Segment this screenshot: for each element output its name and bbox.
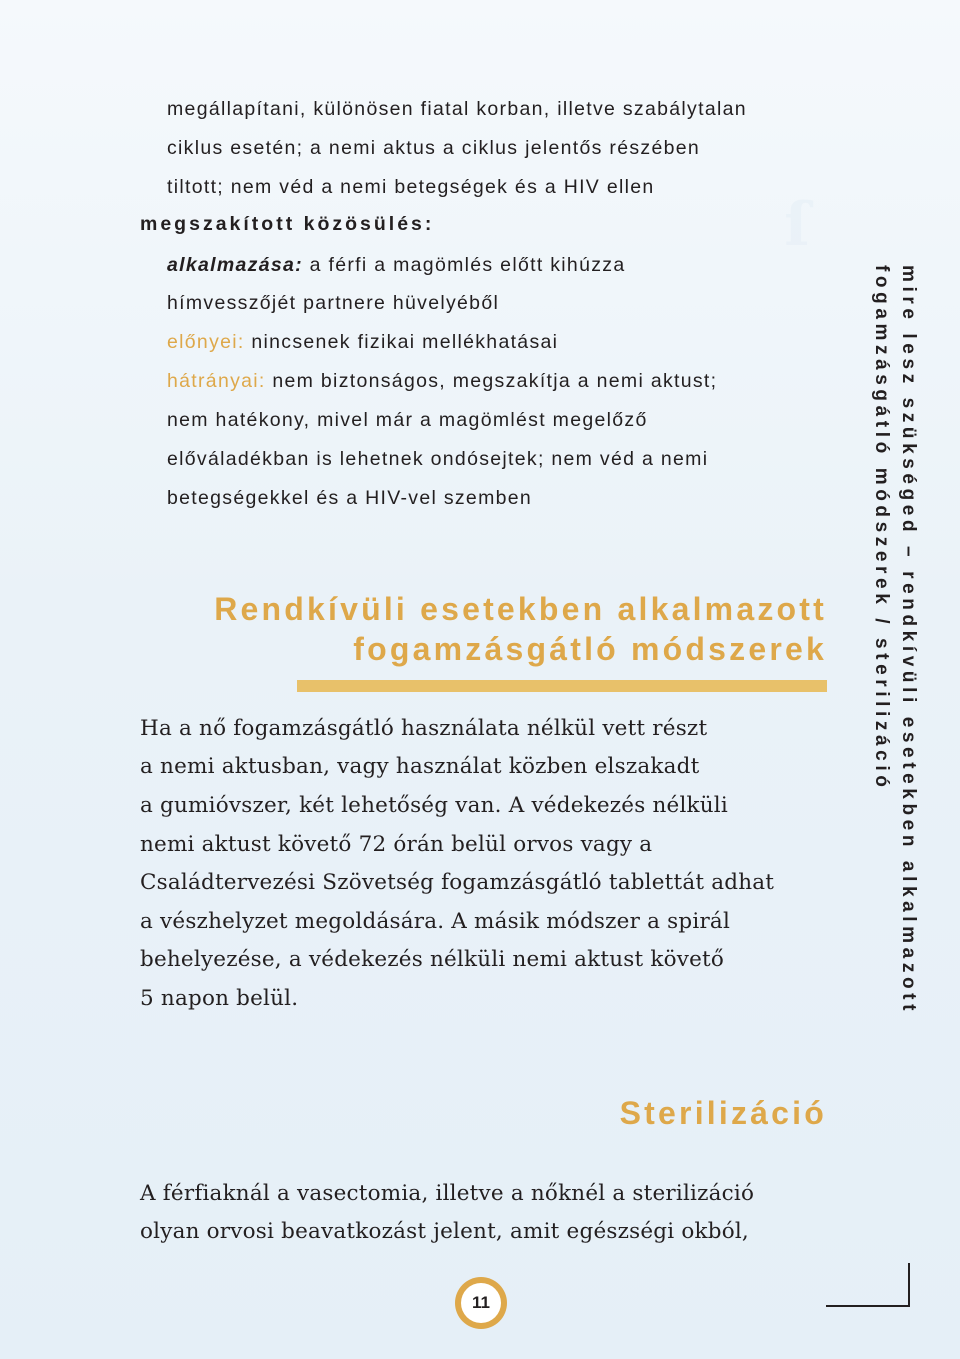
- cons-line: betegségekkel és a HIV-vel szemben: [167, 487, 533, 509]
- cons-line: előváladékban is lehetnek ondósejtek; nem véd a nemi: [167, 448, 709, 470]
- sterilization-body-line: A férfiaknál a vasectomia, illetve a nőknél a sterilizáció: [140, 1181, 755, 1206]
- emergency-body-line: a gumióvszer, két lehetőség van. A védekezés nélküli: [140, 793, 728, 818]
- intro-line: megállapítani, különösen fiatal korban, illetve szabálytalan: [167, 98, 747, 120]
- emergency-title-line1: Rendkívüli esetekben alkalmazott: [214, 591, 827, 627]
- emergency-body-line: nemi aktust követő 72 órán belül orvos vagy a: [140, 832, 653, 857]
- emergency-body-line: behelyezése, a védekezés nélküli nemi aktust követő: [140, 947, 725, 972]
- emergency-body-line: a vészhelyzet megoldására. A másik módszer a spirál: [140, 909, 731, 934]
- background-watermark: ſ: [784, 190, 810, 260]
- heading-rule: [297, 680, 827, 692]
- page-number-badge: [455, 1277, 507, 1329]
- emergency-body-line: Családtervezési Szövetség fogamzásgátló tablettát adhat: [140, 870, 775, 895]
- cons-line: nem hatékony, mivel már a magömlést megelőző: [167, 409, 648, 431]
- sidebar-line2: fogamzásgátló módszerek / sterilizáció: [871, 265, 892, 792]
- emergency-body-line: Ha a nő fogamzásgátló használata nélkül vett részt: [140, 716, 708, 741]
- intro-line: ciklus esetén; a nemi aktus a ciklus jelentős részében: [167, 137, 701, 159]
- emergency-title-line2: fogamzásgátló módszerek: [353, 631, 827, 667]
- sterilization-title: Sterilizáció: [619, 1095, 827, 1131]
- pros-text: nincsenek fizikai mellékhatásai: [251, 331, 559, 353]
- cons-label: hátrányai:: [167, 370, 266, 392]
- usage-text: a férfi a magömlés előtt kihúzza: [309, 254, 626, 276]
- pros-line: [167, 329, 558, 355]
- emergency-body-line: a nemi aktusban, vagy használat közben elszakadt: [140, 754, 700, 779]
- cons-line: [167, 368, 717, 394]
- usage-label: alkalmazása:: [167, 254, 303, 276]
- sterilization-body-line: olyan orvosi beavatkozást jelent, amit egészségi okból,: [140, 1219, 749, 1244]
- page-number: 11: [461, 1283, 501, 1323]
- cons-text: nem biztonságos, megszakítja a nemi aktust;: [272, 370, 718, 392]
- corner-bracket: [826, 1263, 910, 1307]
- usage-line: [167, 252, 625, 278]
- withdrawal-heading: megszakított közösülés:: [140, 213, 435, 235]
- section-sidebar: [871, 265, 922, 1245]
- pros-label: előnyei:: [167, 331, 245, 353]
- sidebar-line1: mire lesz szükséged – rendkívüli esetekben alkalmazott: [898, 265, 919, 1016]
- intro-line: tiltott; nem véd a nemi betegségek és a HIV ellen: [167, 176, 655, 198]
- emergency-body-line: 5 napon belül.: [140, 986, 299, 1011]
- usage-line: hímvesszőjét partnere hüvelyéből: [167, 292, 500, 314]
